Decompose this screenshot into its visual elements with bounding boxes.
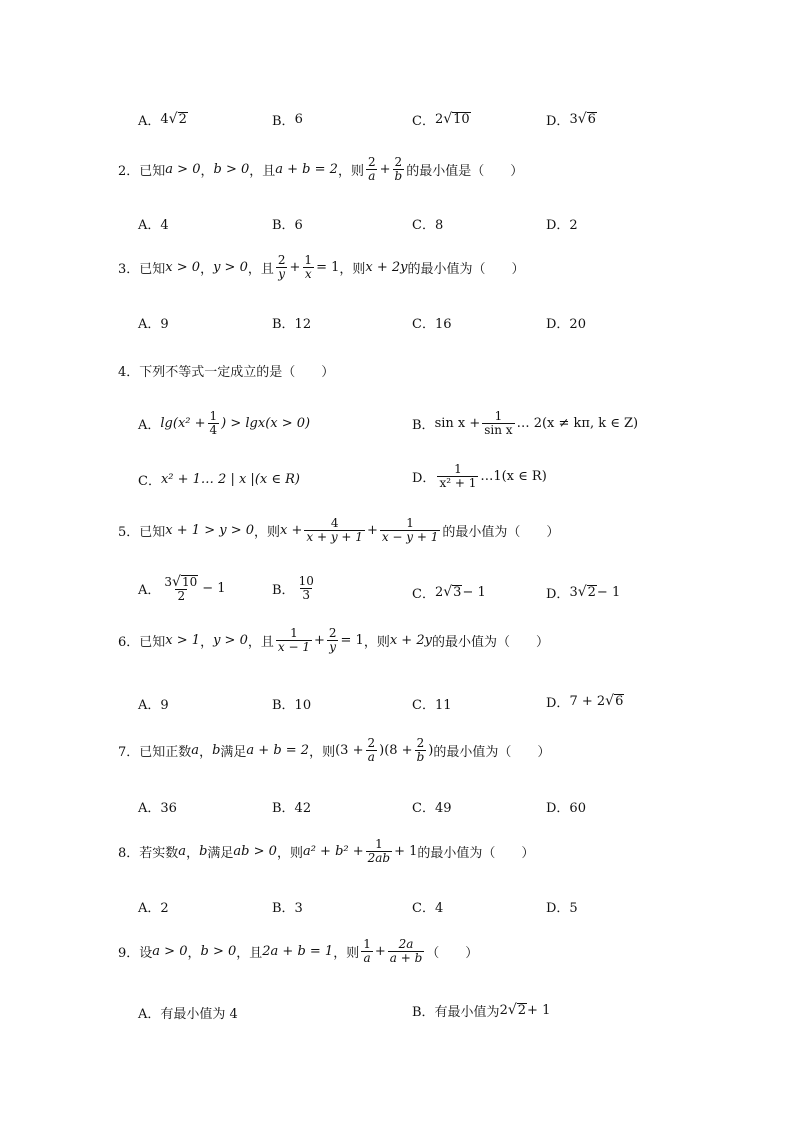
radicand: 2 xyxy=(517,1002,527,1018)
denominator: a + b xyxy=(389,950,423,965)
option-text: C．11 xyxy=(412,698,452,713)
denominator: 3 xyxy=(302,587,311,602)
option-text: D．5 xyxy=(546,901,578,916)
math-expression: x + 2y xyxy=(365,259,408,275)
math-variable: b xyxy=(199,843,208,859)
question-text: 的最小值为（ ） xyxy=(407,261,525,277)
math-operator: + xyxy=(379,161,391,177)
q3-option-d[interactable] xyxy=(546,313,586,332)
math-expression: … 2(x ≠ kπ, k ∈ Z) xyxy=(516,415,639,431)
option-text: B．3 xyxy=(272,901,303,916)
q4-option-b[interactable] xyxy=(412,410,638,436)
numerator: 1 xyxy=(375,837,383,851)
numerator: 2 xyxy=(394,155,403,169)
math-operator: + xyxy=(366,522,378,538)
question-text: 设 xyxy=(139,945,153,961)
math-expression: − 1 xyxy=(596,585,621,600)
math-condition: a + b = 2 xyxy=(275,161,338,177)
fraction xyxy=(297,575,316,601)
q6-option-b[interactable] xyxy=(272,694,311,713)
option-label: C． xyxy=(138,474,161,489)
question-text: ，则 xyxy=(333,945,360,961)
q2-option-a[interactable] xyxy=(138,214,169,233)
q7-option-c[interactable] xyxy=(412,797,452,816)
question-text: 已知 xyxy=(139,163,166,179)
math-condition: ab > 0 xyxy=(233,843,277,859)
numerator: 10 xyxy=(298,574,314,588)
denominator: x + y + 1 xyxy=(306,529,363,544)
radicand: 2 xyxy=(178,111,187,127)
math-condition: 2a + b = 1 xyxy=(262,943,334,959)
numerator: 2a xyxy=(398,937,414,951)
question-text: 满足 xyxy=(220,744,247,760)
option-coef: 4 xyxy=(160,112,169,127)
question-text: ， xyxy=(199,744,213,760)
q2-option-c[interactable] xyxy=(412,214,443,233)
option-text: B．10 xyxy=(272,698,312,713)
option-label: D． xyxy=(546,587,570,602)
math-condition: a > 0 xyxy=(165,161,201,177)
question-text: 满足 xyxy=(207,845,234,861)
fraction xyxy=(302,254,314,280)
math-operator: + xyxy=(289,259,301,275)
math-expression: ) xyxy=(428,742,434,758)
denominator: x xyxy=(304,266,312,281)
math-condition: y > 0 xyxy=(213,632,248,648)
q4-option-a[interactable] xyxy=(138,410,310,436)
question-6 xyxy=(118,627,549,653)
numerator xyxy=(162,575,200,589)
math-expression: a² + b² + xyxy=(302,843,364,859)
numerator: 1 xyxy=(304,253,313,267)
option-label: B． xyxy=(272,582,295,598)
denominator: b xyxy=(394,168,403,183)
option-text: C．49 xyxy=(412,801,452,816)
question-number: 4． xyxy=(118,365,140,380)
math-expression: (3 + xyxy=(335,742,364,758)
math-expression: )(8 + xyxy=(379,742,413,758)
math-expression: …1(x ∈ R) xyxy=(480,468,547,484)
radicand: 6 xyxy=(587,111,596,127)
q6-option-c[interactable] xyxy=(412,694,452,713)
q8-option-b[interactable] xyxy=(272,897,303,916)
option-text: A．4 xyxy=(138,218,169,233)
option-text: C．4 xyxy=(412,901,444,916)
fraction xyxy=(388,938,425,964)
option-value: 6 xyxy=(294,112,303,127)
math-operator: = 1 xyxy=(340,632,364,648)
option-text: D．60 xyxy=(546,801,586,816)
option-label: A． xyxy=(138,417,161,433)
question-text: 若实数 xyxy=(139,845,179,861)
option-coef: 3 xyxy=(569,585,578,600)
q1-option-b[interactable] xyxy=(272,110,303,129)
question-text: 的最小值为（ ） xyxy=(442,524,560,540)
denominator: x − 1 xyxy=(277,639,310,654)
fraction xyxy=(327,627,339,653)
option-coef: 2 xyxy=(434,112,444,127)
question-text: ，且 xyxy=(236,945,263,961)
fraction xyxy=(361,938,373,964)
q1-option-a[interactable] xyxy=(138,110,188,129)
numerator: 1 xyxy=(290,626,298,640)
fraction xyxy=(366,156,378,182)
question-text: 已知 xyxy=(139,261,166,277)
option-text: C．8 xyxy=(412,218,444,233)
question-number: 8． xyxy=(118,845,140,861)
denominator: y xyxy=(329,639,337,654)
denominator: a xyxy=(363,950,371,965)
q4-option-c[interactable] xyxy=(138,470,300,489)
denominator: 4 xyxy=(209,422,218,437)
question-text: ，则 xyxy=(276,845,303,861)
question-9 xyxy=(118,938,478,964)
fraction xyxy=(366,838,392,864)
radicand: 2 xyxy=(587,584,596,600)
question-text: 下列不等式一定成立的是（ ） xyxy=(139,365,335,380)
radicand: 6 xyxy=(615,693,624,709)
radicand: 10 xyxy=(181,575,198,589)
option-text: B．12 xyxy=(272,317,312,332)
question-7 xyxy=(118,737,550,763)
q4-option-d[interactable] xyxy=(412,463,547,489)
option-text: B．6 xyxy=(272,218,303,233)
numerator: 1 xyxy=(363,937,371,951)
option-label: C． xyxy=(412,587,435,602)
option-label: B．有最小值为 xyxy=(412,1005,500,1020)
option-label: A． xyxy=(138,114,161,129)
fraction xyxy=(304,517,365,543)
denominator: x − y + 1 xyxy=(381,529,439,544)
math-condition: a + b = 2 xyxy=(246,742,310,758)
question-number: 3． xyxy=(118,261,140,277)
math-expression: − 1 xyxy=(462,585,486,600)
math-operator: + xyxy=(313,632,325,648)
option-label: D． xyxy=(546,696,570,711)
math-expression: x + xyxy=(280,522,303,538)
option-coef: 7 + 2 xyxy=(569,694,606,709)
q9-option-b[interactable] xyxy=(412,1001,550,1020)
q2-option-d[interactable] xyxy=(546,214,578,233)
q3-option-c[interactable] xyxy=(412,313,452,332)
question-text: ， xyxy=(200,261,214,277)
question-2 xyxy=(118,156,523,182)
q2-option-b[interactable] xyxy=(272,214,303,233)
math-operator: = 1 xyxy=(316,259,340,275)
option-text: B．42 xyxy=(272,801,312,816)
option-text: A．36 xyxy=(138,801,177,816)
numerator: 2 xyxy=(367,736,376,750)
question-8 xyxy=(118,838,534,864)
q6-option-d[interactable] xyxy=(546,692,624,711)
math-condition: x + 1 > y > 0 xyxy=(165,522,254,538)
denominator: a xyxy=(367,749,375,764)
sqrt-symbol: √ 6 xyxy=(577,110,596,127)
math-variable: a xyxy=(191,742,200,758)
fraction xyxy=(276,627,312,653)
option-label: D． xyxy=(546,114,570,129)
option-text: C．16 xyxy=(412,317,452,332)
question-text: ，则 xyxy=(309,744,336,760)
math-variable: a xyxy=(178,843,187,859)
denominator: sin x xyxy=(484,422,513,437)
question-text: 的最小值为（ ） xyxy=(417,845,535,861)
fraction xyxy=(380,517,441,543)
denominator: y xyxy=(278,266,286,281)
math-expression: ) > lgx(x > 0) xyxy=(221,415,311,431)
fraction xyxy=(415,737,427,763)
sqrt-symbol: √ 6 xyxy=(605,692,624,709)
sqrt-symbol: √ 10 xyxy=(172,574,198,590)
math-condition: a > 0 xyxy=(152,943,188,959)
option-text: D．2 xyxy=(546,218,578,233)
numerator: 1 xyxy=(454,462,462,476)
math-condition: y > 0 xyxy=(213,259,248,275)
fraction xyxy=(393,156,405,182)
q3-option-a[interactable] xyxy=(138,313,169,332)
option-coef: 2 xyxy=(434,585,444,600)
question-text: ，且 xyxy=(247,261,274,277)
question-number: 7． xyxy=(118,744,140,760)
question-text: 已知 xyxy=(139,634,166,650)
math-expression: lg(x² + xyxy=(160,415,206,431)
math-expression: x + 2y xyxy=(389,632,432,648)
question-text: ，则 xyxy=(339,261,366,277)
sqrt-symbol: √ 2 xyxy=(507,1001,527,1018)
q3-option-b[interactable] xyxy=(272,313,311,332)
q5-option-a[interactable] xyxy=(138,575,226,603)
fraction xyxy=(208,410,220,436)
question-text: 的最小值为（ ） xyxy=(431,634,549,650)
math-condition: x > 1 xyxy=(165,632,201,648)
math-expression: + 1 xyxy=(527,1003,551,1018)
denominator: a xyxy=(368,168,376,183)
denominator: b xyxy=(416,749,425,764)
option-text: A．9 xyxy=(138,317,169,332)
question-text: ，且 xyxy=(247,634,274,650)
math-operator: + xyxy=(374,943,386,959)
q1-option-d[interactable] xyxy=(546,110,597,129)
question-text: 的最小值是（ ） xyxy=(406,163,524,179)
denominator: 2ab xyxy=(367,850,391,865)
numerator: 1 xyxy=(494,409,503,423)
question-text: 已知 xyxy=(139,524,166,540)
q6-option-a[interactable] xyxy=(138,694,169,713)
question-number: 9． xyxy=(118,945,140,961)
coef: 3 xyxy=(164,575,173,589)
math-condition: b > 0 xyxy=(213,161,250,177)
question-text: ， xyxy=(200,634,214,650)
option-coef: 2 xyxy=(499,1003,508,1018)
sqrt-symbol: √ 2 xyxy=(168,110,187,127)
question-text: 的最小值为（ ） xyxy=(433,744,551,760)
fraction xyxy=(365,737,377,763)
q1-option-c[interactable] xyxy=(412,110,471,129)
option-label: C． xyxy=(412,114,435,129)
q8-option-d[interactable] xyxy=(546,897,578,916)
question-number: 2． xyxy=(118,163,140,179)
numerator: 2 xyxy=(328,626,337,640)
option-coef: 3 xyxy=(569,112,578,127)
q8-option-c[interactable] xyxy=(412,897,443,916)
option-label: B． xyxy=(412,417,435,433)
question-text: ， xyxy=(186,845,200,861)
numerator: 4 xyxy=(330,516,339,530)
q7-option-b[interactable] xyxy=(272,797,311,816)
q7-option-a[interactable] xyxy=(138,797,177,816)
numerator: 2 xyxy=(416,736,425,750)
numerator: 2 xyxy=(367,155,376,169)
math-expression: sin x + xyxy=(434,415,481,431)
math-variable: b xyxy=(212,742,221,758)
question-text: （ ） xyxy=(426,945,479,961)
q7-option-d[interactable] xyxy=(546,797,586,816)
question-text: 已知正数 xyxy=(139,744,192,760)
question-text: ， xyxy=(200,163,214,179)
option-text: A．2 xyxy=(138,901,169,916)
question-text: ，则 xyxy=(337,163,364,179)
math-condition: x > 0 xyxy=(165,259,201,275)
question-number: 6． xyxy=(118,634,140,650)
radicand: 3 xyxy=(453,584,462,600)
denominator: x² + 1 xyxy=(439,475,477,490)
numerator: 1 xyxy=(209,409,218,423)
question-5 xyxy=(118,517,559,543)
q5-option-b[interactable] xyxy=(272,575,318,601)
radicand: 10 xyxy=(453,111,470,127)
math-expression: − 1 xyxy=(202,581,226,597)
math-expression: x² + 1… 2 | x |(x ∈ R) xyxy=(160,472,300,487)
sqrt-symbol: √ 3 xyxy=(443,583,462,600)
q9-option-a[interactable] xyxy=(138,1003,238,1022)
option-label: D． xyxy=(412,470,436,486)
question-text: ，则 xyxy=(363,634,390,650)
option-label: A． xyxy=(138,583,161,599)
numerator: 2 xyxy=(277,253,286,267)
q5-option-d[interactable] xyxy=(546,583,620,602)
q5-option-c[interactable] xyxy=(412,583,486,602)
option-label: B． xyxy=(272,114,295,129)
fraction xyxy=(482,410,514,436)
fraction xyxy=(276,254,288,280)
option-text: A．有最小值为 4 xyxy=(138,1007,238,1022)
question-text: ，且 xyxy=(249,163,276,179)
sqrt-symbol: √ 10 xyxy=(443,110,470,127)
question-text: ， xyxy=(187,945,201,961)
math-condition: b > 0 xyxy=(200,943,237,959)
denominator: 2 xyxy=(177,589,186,604)
question-3 xyxy=(118,254,525,280)
numerator: 1 xyxy=(406,516,414,530)
option-text: A．9 xyxy=(138,698,169,713)
question-text: ，则 xyxy=(254,524,281,540)
option-text: D．20 xyxy=(546,317,586,332)
q8-option-a[interactable] xyxy=(138,897,169,916)
fraction xyxy=(162,575,200,603)
fraction xyxy=(437,463,478,489)
question-number: 5． xyxy=(118,524,140,540)
sqrt-symbol: √ 2 xyxy=(577,583,596,600)
question-4 xyxy=(118,361,334,380)
math-expression: + 1 xyxy=(394,843,418,859)
